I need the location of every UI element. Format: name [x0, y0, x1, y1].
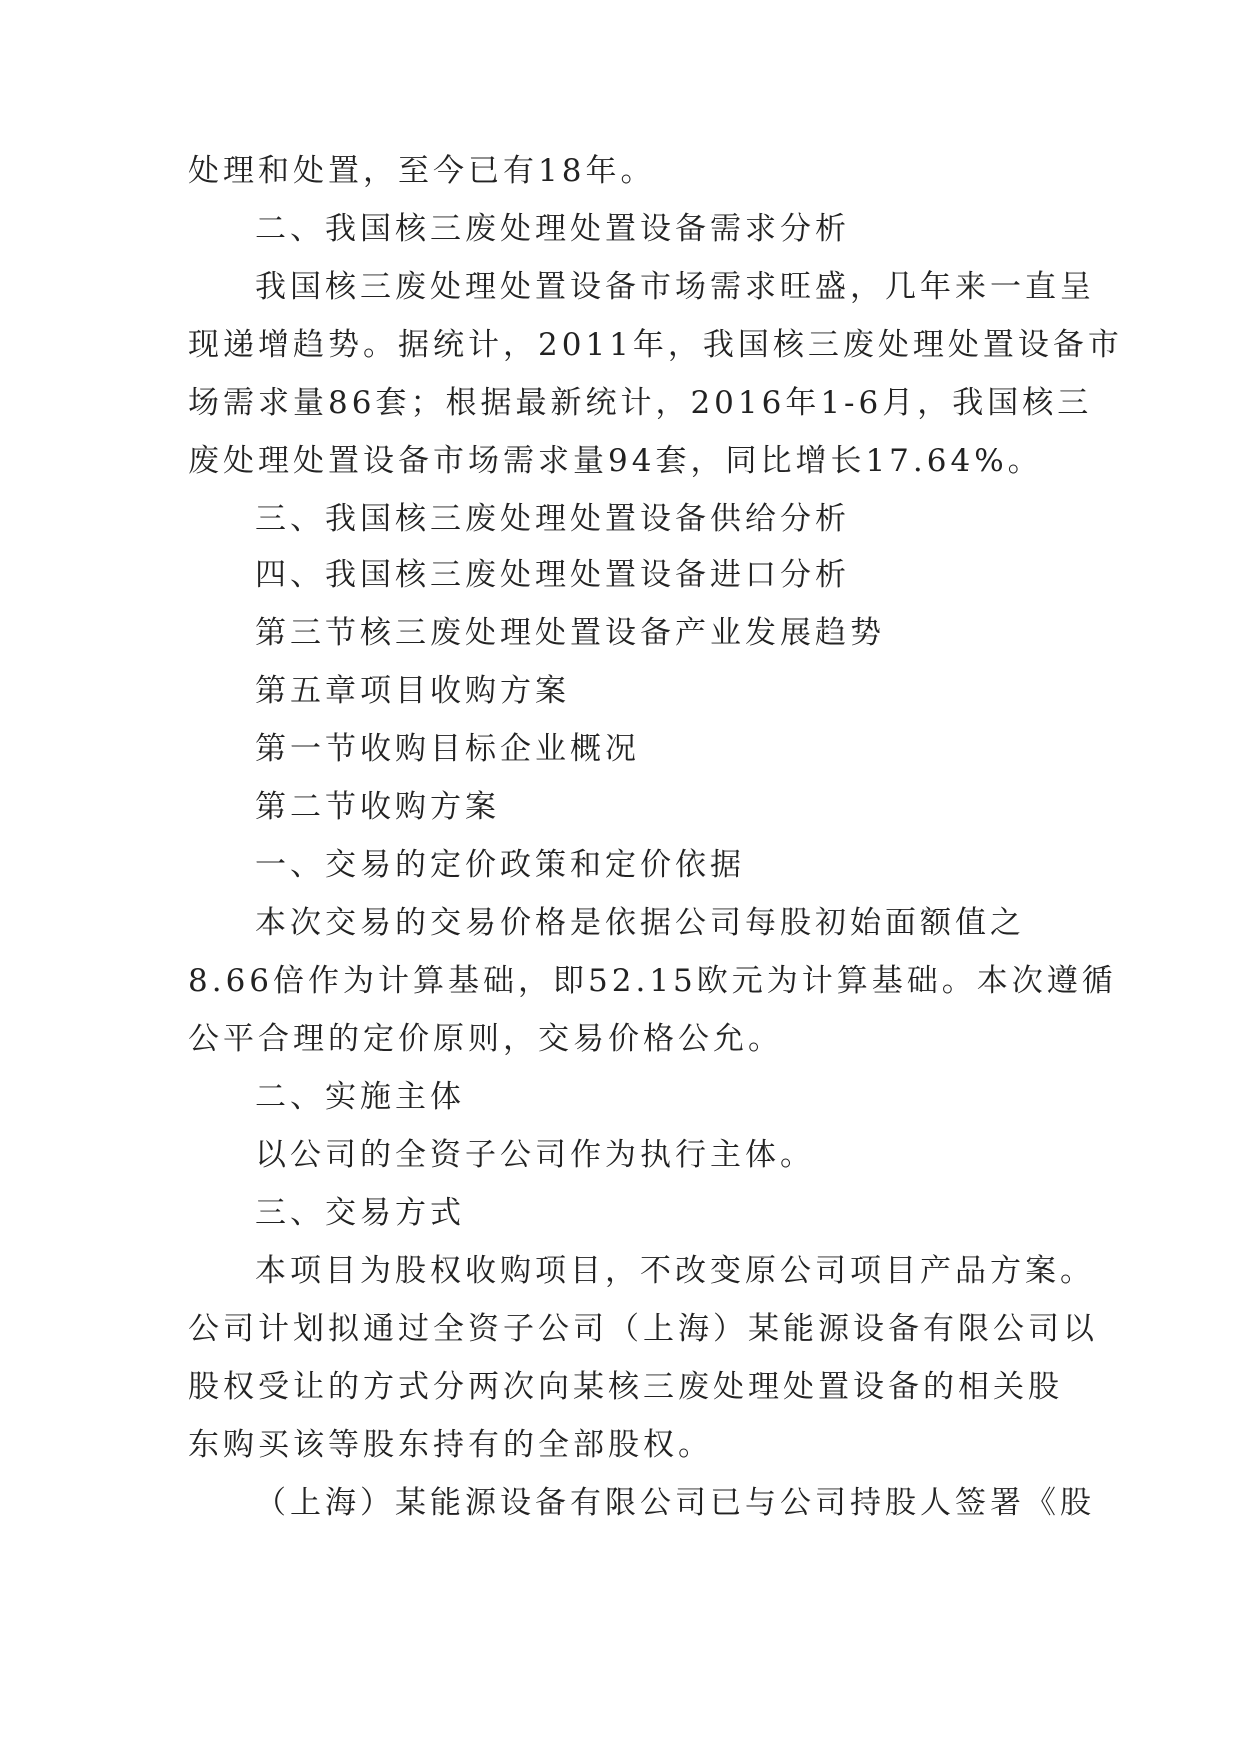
section-heading: 二、实施主体	[255, 1079, 465, 1115]
paragraph-line: 我国核三废处理处置设备市场需求旺盛，几年来一直呈	[255, 269, 1095, 305]
paragraph-line: 公司计划拟通过全资子公司（上海）某能源设备有限公司以	[188, 1311, 1098, 1347]
paragraph-line: （上海）某能源设备有限公司已与公司持股人签署《股	[255, 1485, 1095, 1521]
section-heading: 三、交易方式	[255, 1195, 465, 1231]
paragraph-line: 以公司的全资子公司作为执行主体。	[255, 1137, 815, 1173]
paragraph-line: 场需求量86套；根据最新统计，2016年1-6月，我国核三	[188, 385, 1093, 421]
text-line: 处理和处置，至今已有18年。	[188, 153, 656, 189]
section-heading: 第二节收购方案	[255, 789, 500, 825]
section-heading: 二、我国核三废处理处置设备需求分析	[255, 211, 850, 247]
section-heading: 一、交易的定价政策和定价依据	[255, 847, 745, 883]
section-heading: 第一节收购目标企业概况	[255, 731, 640, 767]
paragraph-line: 股权受让的方式分两次向某核三废处理处置设备的相关股	[188, 1369, 1063, 1405]
paragraph-line: 公平合理的定价原则，交易价格公允。	[188, 1021, 783, 1057]
chapter-heading: 第五章项目收购方案	[255, 673, 570, 709]
paragraph-line: 废处理处置设备市场需求量94套，同比增长17.64%。	[188, 443, 1043, 479]
section-heading: 第三节核三废处理处置设备产业发展趋势	[255, 615, 885, 651]
section-heading: 四、我国核三废处理处置设备进口分析	[255, 557, 850, 593]
paragraph-line: 现递增趋势。据统计，2011年，我国核三废处理处置设备市	[188, 327, 1123, 363]
paragraph-line: 东购买该等股东持有的全部股权。	[188, 1427, 713, 1463]
paragraph-line: 本次交易的交易价格是依据公司每股初始面额值之	[255, 905, 1025, 941]
paragraph-line: 8.66倍作为计算基础，即52.15欧元为计算基础。本次遵循	[188, 963, 1117, 999]
paragraph-line: 本项目为股权收购项目，不改变原公司项目产品方案。	[255, 1253, 1095, 1289]
section-heading: 三、我国核三废处理处置设备供给分析	[255, 501, 850, 537]
